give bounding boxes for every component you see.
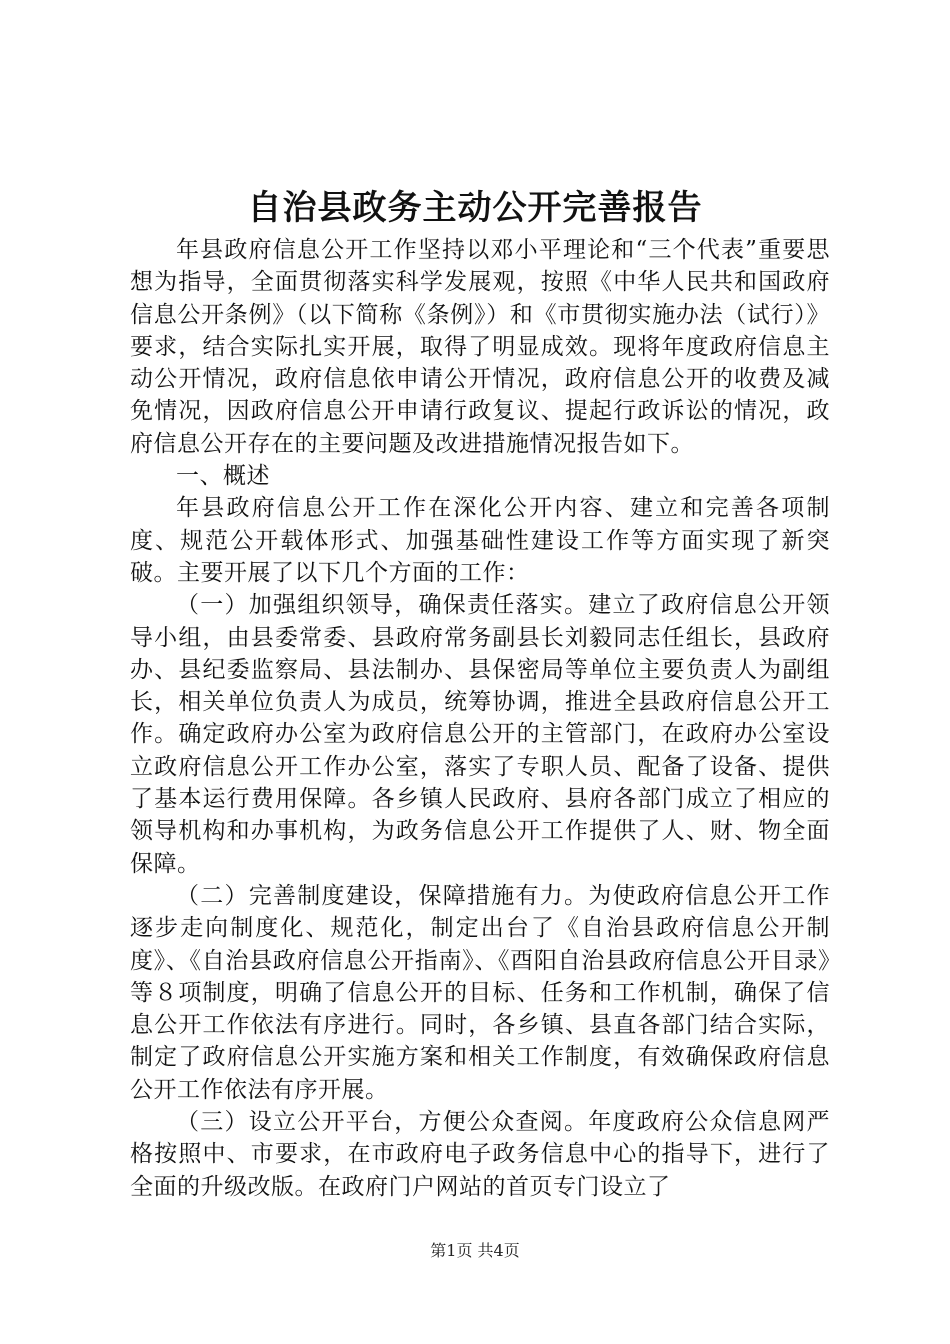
document-body [130, 234, 830, 1203]
page-number-footer: 第1页 共4页 [430, 1241, 520, 1260]
paragraph-item-1: （一）加强组织领导，确保责任落实。建立了政府信息公开领导小组，由县委常委、县政府常务副县长刘毅同志任组长，县政府办、县纪委监察局、县法制办、县保密局等单位主要负责人为副组长，相关单位负责人为成员，统筹协调，推进全县政府信息公开工作。确定政府办公室为政府信息公开的主管部门，在政府办公室设立政府信息公开工作办公室，落实了专职人员、配备了设备、提供了基本运行费用保障。各乡镇人民政府、县府各部门成立了相应的领导机构和办事机构，为政务信息公开工作提供了人、财、物全面保障。 [130, 592, 830, 877]
paragraph-intro: 年县政府信息公开工作坚持以邓小平理论和“三个代表”重要思想为指导，全面贯彻落实科学发展观，按照《中华人民共和国政府信息公开条例》（以下简称《条例》）和《市贯彻实施办法（试行）》要求，结合实际扎实开展，取得了明显成效。现将年度政府信息主动公开情况，政府信息依申请公开情况，政府信息公开的收费及减免情况，因政府信息公开申请行政复议、提起行政诉讼的情况，政府信息公开存在的主要问题及改进措施情况报告如下。 [130, 237, 830, 457]
paragraph-item-3: （三）设立公开平台，方便公众查阅。年度政府公众信息网严格按照中、市要求，在市政府电子政务信息中心的指导下，进行了全面的升级改版。在政府门户网站的首页专门设立了 [130, 1109, 830, 1200]
paragraph-overview: 年县政府信息公开工作在深化公开内容、建立和完善各项制度、规范公开载体形式、加强基础性建设工作等方面实现了新突破。主要开展了以下几个方面的工作： [130, 495, 830, 586]
paragraph-item-2: （二）完善制度建设，保障措施有力。为使政府信息公开工作逐步走向制度化、规范化，制定出台了《自治县政府信息公开制度》、《自治县政府信息公开指南》、《酉阳自治县政府信息公开目录》等８项制度，明确了信息公开的目标、任务和工作机制，确保了信息公开工作依法有序进行。同时，各乡镇、县直各部门结合实际，制定了政府信息公开实施方案和相关工作制度，有效确保政府信息公开工作依法有序开展。 [130, 882, 830, 1103]
document-title: 自治县政务主动公开完善报告 [247, 188, 703, 228]
section-heading-overview: 一、概述 [176, 463, 270, 490]
